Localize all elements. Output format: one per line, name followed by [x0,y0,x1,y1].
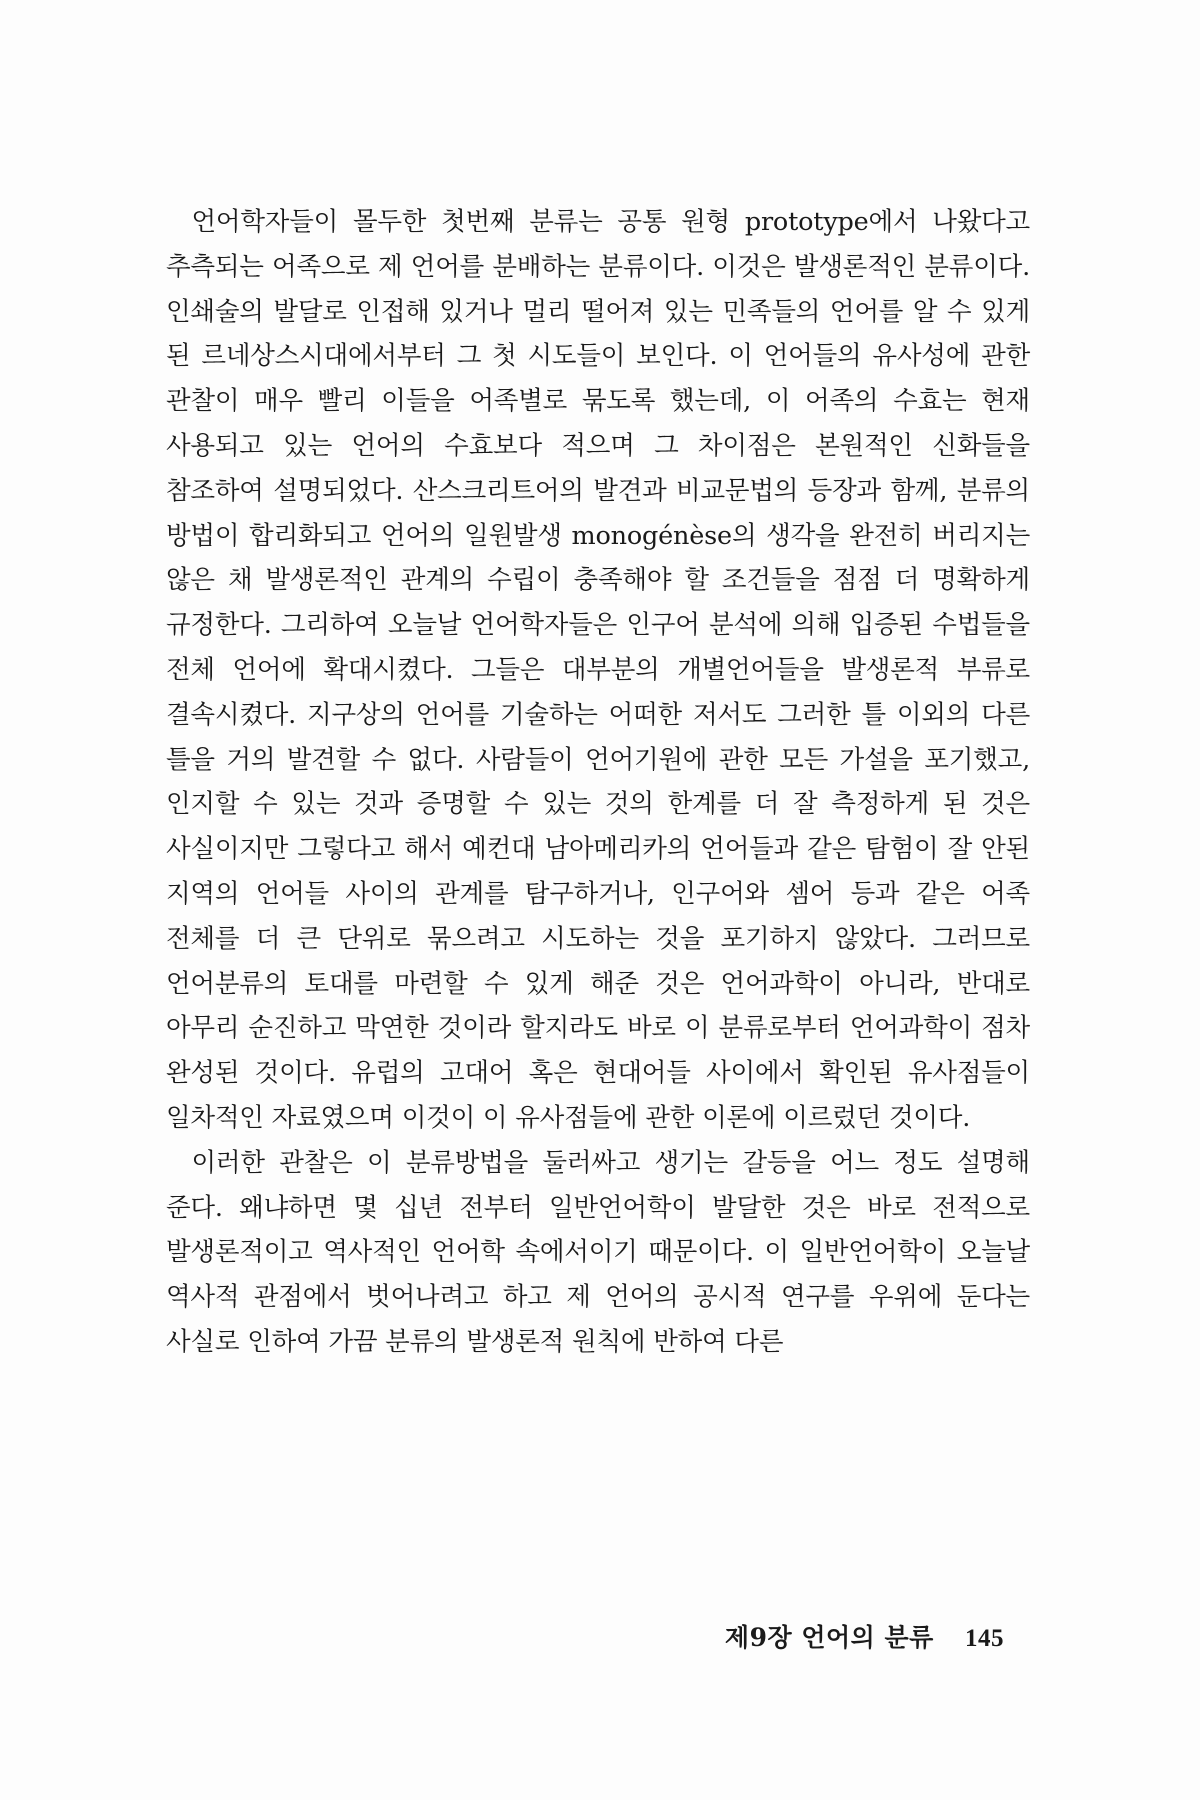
page-number: 145 [965,1625,1004,1652]
running-footer [725,1618,1004,1654]
chapter-title: 제9장 언어의 분류 [724,1623,934,1652]
body-text [166,200,1030,1365]
paragraph-1: 언어학자들이 몰두한 첫번째 분류는 공통 원형 prototype에서 나왔다고 추측되는 어족으로 제 언어를 분배하는 분류이다. 이것은 발생론적인 분류이다. 인쇄술의 발달로 인접해 있거나 멀리 떨어져 있는 민족들의 언어를 알 수 있게 된 르네상스시대에서부터 그 첫 시도들이 보인다. 이 언어들의 유사성에 관한 관찰이 매우 빨리 이들을 어족별로 묶도록 했는데, 이 어족의 수효는 현재 사용되고 있는 언어의 수효보다 적으며 그 차이점은 본원적인 신화들을 참조하여 설명되었다. 산스크리트어의 발견과 비교문법의 등장과 함께, 분류의 방법이 합리화되고 언어의 일원발생 monogénèse의 생각을 완전히 버리지는 않은 채 발생론적인 관계의 수립이 충족해야 할 조건들을 점점 더 명확하게 규정한다. 그리하여 오늘날 언어학자들은 인구어 분석에 의해 입증된 수법들을 전체 언어에 확대시켰다. 그들은 대부분의 개별언어들을 발생론적 부류로 결속시켰다. 지구상의 언어를 기술하는 어떠한 저서도 그러한 틀 이외의 다른 틀을 거의 발견할 수 없다. 사람들이 언어기원에 관한 모든 가설을 포기했고, 인지할 수 있는 것과 증명할 수 있는 것의 한계를 더 잘 측정하게 된 것은 사실이지만 그렇다고 해서 예컨대 남아메리카의 언어들과 같은 탐험이 잘 안된 지역의 언어들 사이의 관계를 탐구하거나, 인구어와 셈어 등과 같은 어족 전체를 더 큰 단위로 묶으려고 시도하는 것을 포기하지 않았다. 그러므로 언어분류의 토대를 마련할 수 있게 해준 것은 언어과학이 아니라, 반대로 아무리 순진하고 막연한 것이라 할지라도 바로 이 분류로부터 언어과학이 점차 완성된 것이다. 유럽의 고대어 혹은 현대어들 사이에서 확인된 유사점들이 일차적인 자료였으며 이것이 이 유사점들에 관한 이론에 이르렀던 것이다. [166,207,1030,1133]
paragraph-2: 이러한 관찰은 이 분류방법을 둘러싸고 생기는 갈등을 어느 정도 설명해 준다. 왜냐하면 몇 십년 전부터 일반언어학이 발달한 것은 바로 전적으로 발생론적이고 역사적인 언어학 속에서이기 때문이다. 이 일반언어학이 오늘날 역사적 관점에서 벗어나려고 하고 제 언어의 공시적 연구를 우위에 둔다는 사실로 인하여 가끔 분류의 발생론적 원칙에 반하여 다른 [166,1147,1030,1357]
